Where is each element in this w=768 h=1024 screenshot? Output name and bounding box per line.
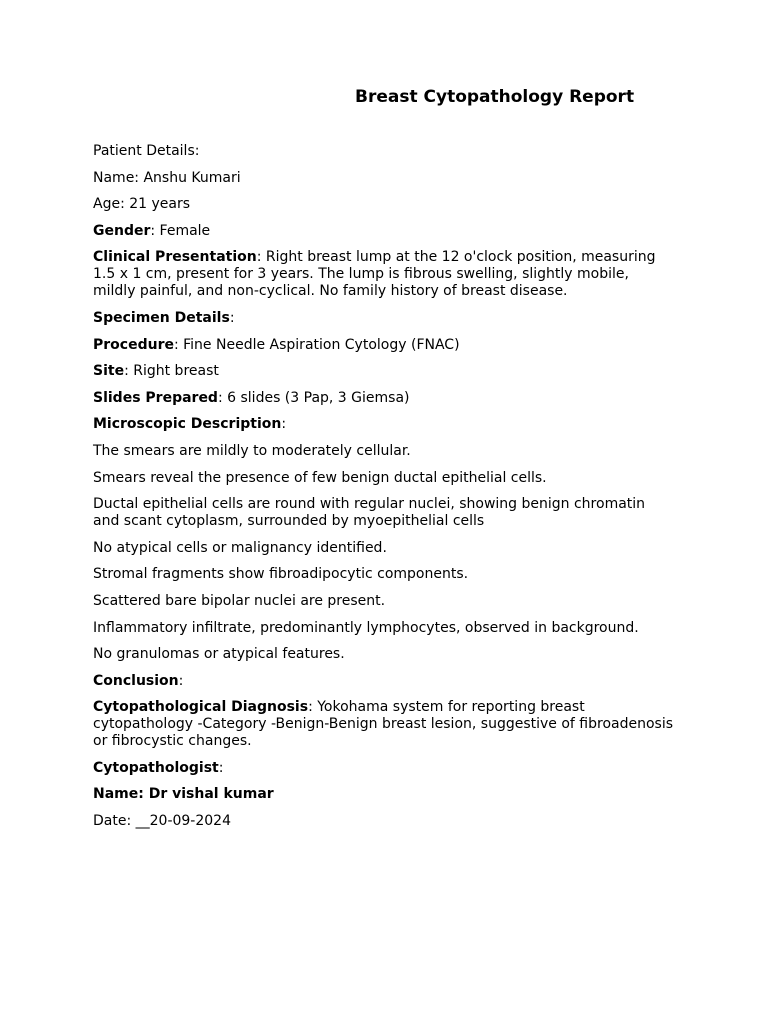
clinical-presentation xyxy=(93,249,673,300)
gender-label: Gender xyxy=(93,222,151,239)
conclusion-label: Conclusion xyxy=(93,672,179,689)
finding-item: No granulomas or atypical features. xyxy=(93,646,345,663)
conclusion-heading xyxy=(93,673,673,690)
specimen-details-heading xyxy=(93,310,673,327)
finding-item: The smears are mildly to moderately cellular. xyxy=(93,442,411,459)
patient-age: Age: 21 years xyxy=(93,196,191,213)
diagnosis-value: : Yokohama system for reporting breast cytopathology -Category -Benign-Benign breast lesion, suggestive of fibroadenosis or fibrocystic changes. xyxy=(93,699,674,750)
cytopathologist-label: Cytopathologist xyxy=(93,759,219,776)
gender-value: : Female xyxy=(150,222,211,239)
report-body xyxy=(93,143,673,840)
procedure-label: Procedure xyxy=(93,336,174,353)
finding-item: Inflammatory infiltrate, predominantly lymphocytes, observed in background. xyxy=(93,619,639,636)
finding-item: Scattered bare bipolar nuclei are present. xyxy=(93,592,386,609)
specimen-details-label: Specimen Details xyxy=(93,309,230,326)
conclusion-colon: : xyxy=(178,672,184,689)
finding-item: Stromal fragments show fibroadipocytic components. xyxy=(93,566,469,583)
cytopathologist-colon: : xyxy=(218,759,224,776)
site-label: Site xyxy=(93,363,125,380)
procedure xyxy=(93,337,673,354)
clinical-presentation-label: Clinical Presentation xyxy=(93,249,257,266)
specimen-details-colon: : xyxy=(229,309,235,326)
patient-name: Name: Anshu Kumari xyxy=(93,169,241,186)
finding-item: Smears reveal the presence of few benign ductal epithelial cells. xyxy=(93,469,547,486)
report-title: Breast Cytopathology Report xyxy=(355,87,635,107)
procedure-value: : Fine Needle Aspiration Cytology (FNAC) xyxy=(173,336,460,353)
clinical-presentation-value: : Right breast lump at the 12 o'clock position, measuring 1.5 x 1 cm, present for 3 years. The lump is fibrous swelling, slightly mobile, mildly painful, and non-cyclical. No family history of breast disease. xyxy=(93,249,656,300)
slides-prepared-label: Slides Prepared xyxy=(93,389,218,406)
report-date: Date: __20-09-2024 xyxy=(93,813,231,830)
cytopathological-diagnosis xyxy=(93,699,673,750)
signature-name: Name: Dr vishal kumar xyxy=(93,786,274,803)
slides-prepared xyxy=(93,390,673,407)
diagnosis-label: Cytopathological Diagnosis xyxy=(93,699,309,716)
microscopic-description-label: Microscopic Description xyxy=(93,416,282,433)
site-value: : Right breast xyxy=(124,363,219,380)
cytopathologist-heading xyxy=(93,760,673,777)
finding-item: No atypical cells or malignancy identified. xyxy=(93,539,387,556)
microscopic-description-heading xyxy=(93,416,673,433)
patient-details-heading: Patient Details: xyxy=(93,143,200,159)
slides-prepared-value: : 6 slides (3 Pap, 3 Giemsa) xyxy=(217,389,410,406)
microscopic-description-colon: : xyxy=(281,416,287,433)
finding-item: Ductal epithelial cells are round with regular nuclei, showing benign chromatin and scant cytoplasm, surrounded by myoepithelial cells xyxy=(93,496,646,530)
site xyxy=(93,363,673,380)
patient-gender xyxy=(93,223,673,240)
